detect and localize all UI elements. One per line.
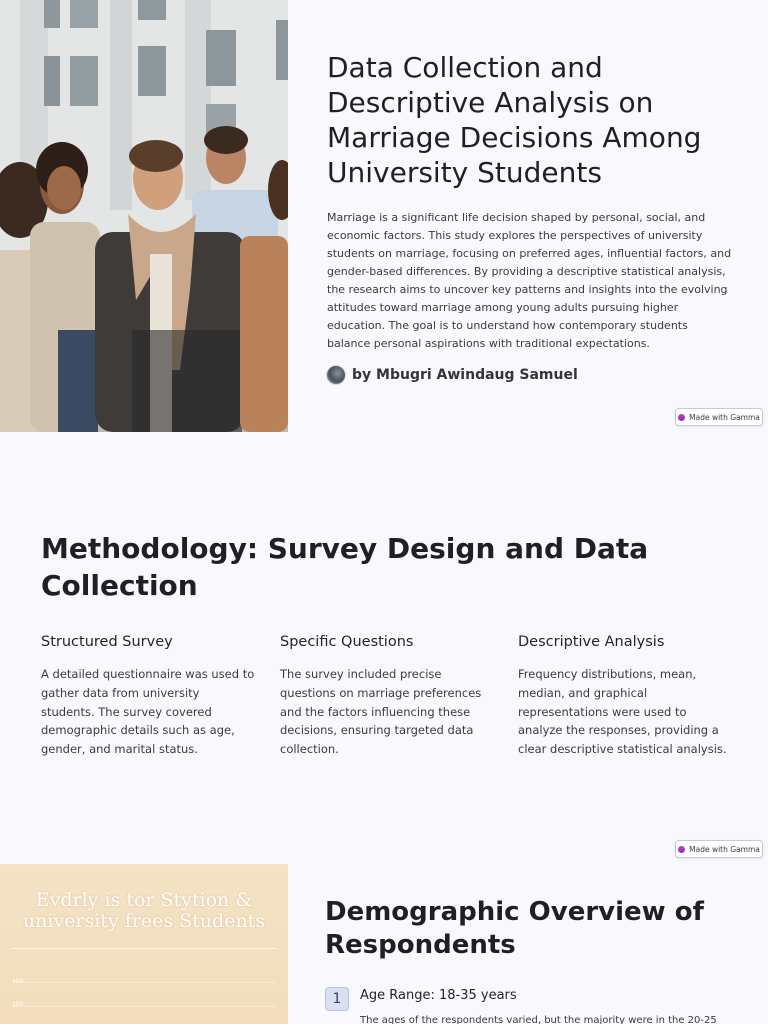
method-column-structured-survey xyxy=(41,633,255,759)
gamma-logo-icon xyxy=(678,414,685,421)
methodology-heading: Methodology: Survey Design and Data Collection xyxy=(41,532,649,602)
gamma-logo-icon xyxy=(678,846,685,853)
demographic-chart-image xyxy=(0,864,288,1024)
column-text: A detailed questionnaire was used to gather data from university students. The survey covered demographic details such as age, gender, and marital status. xyxy=(41,667,255,757)
intro-paragraph: Marriage is a significant life decision shaped by personal, social, and economic factors. This study explores the perspectives of university students on marriage, focusing on preferred ages, influential factors, and gender-based differences. By providing a descriptive statistical analysis, the research aims to uncover key patterns and insights into the evolving attitudes toward marriage among young adults pursuing higher education. The goal is to understand how contemporary students balance personal aspirations with traditional expectations. xyxy=(327,211,732,350)
image-caption-text: Evdrly is tor Stytion & university frees Students xyxy=(22,889,266,932)
image-gridline xyxy=(12,1006,276,1007)
made-with-gamma-label: Made with Gamma xyxy=(689,412,760,422)
hero-photo-students xyxy=(0,0,288,432)
demographic-heading: Demographic Overview of Respondents xyxy=(325,897,704,960)
image-gridline xyxy=(12,948,276,949)
image-tick-label: 400 xyxy=(12,978,24,985)
made-with-gamma-badge-1[interactable] xyxy=(675,408,763,426)
title-slide-heading: Data Collection and Descriptive Analysis on Marriage Decisions Among University Students xyxy=(327,51,702,189)
method-column-descriptive-analysis xyxy=(518,633,732,759)
column-heading: Descriptive Analysis xyxy=(518,634,665,650)
age-range-title: Age Range: 18-35 years xyxy=(360,988,517,1003)
author-avatar xyxy=(326,365,346,385)
author-byline xyxy=(326,364,578,386)
column-heading: Structured Survey xyxy=(41,634,173,650)
column-text: Frequency distributions, mean, median, and graphical representations were used to analyze the responses, providing a clear descriptive statistical analysis. xyxy=(518,667,727,757)
column-heading: Specific Questions xyxy=(280,634,414,650)
column-text: The survey included precise questions on marriage preferences and the factors influencing these decisions, ensuring targeted data collection. xyxy=(280,667,482,757)
item-number-badge: 1 xyxy=(325,987,349,1011)
image-gridline xyxy=(12,982,276,983)
made-with-gamma-badge-2[interactable] xyxy=(675,840,763,858)
age-range-text: The ages of the respondents varied, but the majority were in the 20-25 xyxy=(360,1015,717,1024)
image-tick-label: 100 xyxy=(12,1001,24,1008)
method-column-specific-questions xyxy=(280,633,494,759)
author-name: by Mbugri Awindaug Samuel xyxy=(352,367,578,383)
made-with-gamma-label: Made with Gamma xyxy=(689,844,760,854)
